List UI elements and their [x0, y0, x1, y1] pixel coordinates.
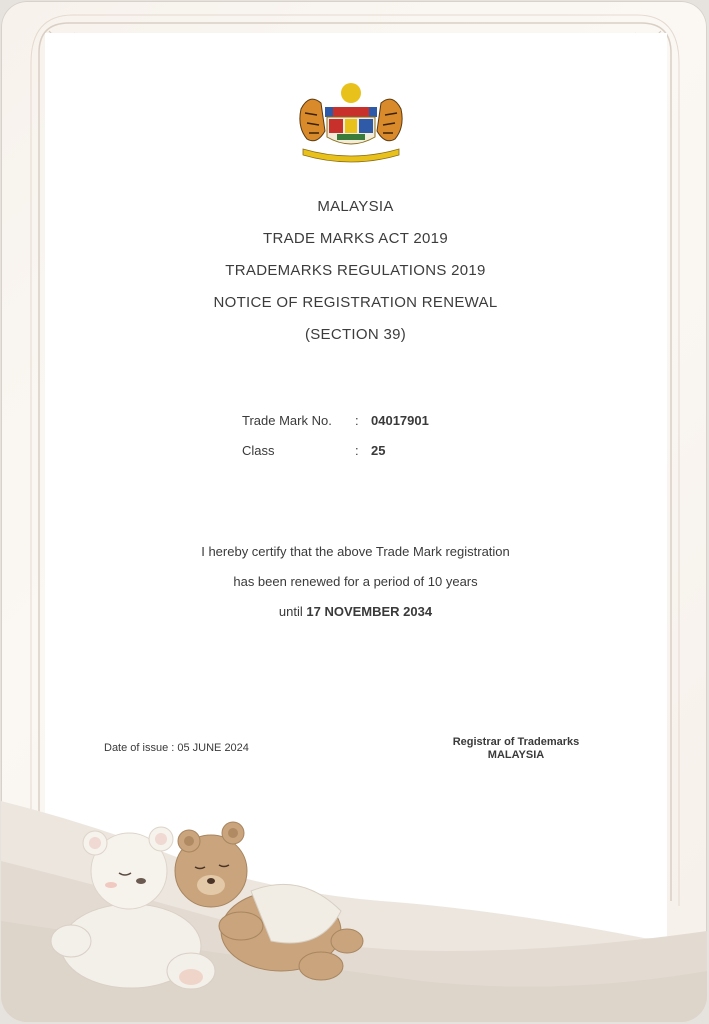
class-label: Class — [242, 443, 275, 458]
registrar-block — [431, 736, 601, 762]
trade-mark-number-row — [242, 406, 502, 436]
section-reference: (SECTION 39) — [304, 326, 407, 343]
sleeping-bears-illustration — [1, 781, 707, 1022]
certification-until — [1, 597, 707, 627]
trade-mark-label: Trade Mark No. — [242, 413, 332, 428]
coat-of-arms-emblem — [295, 79, 407, 165]
class-separator: : — [355, 443, 359, 458]
date-of-issue: Date of issue : 05 JUNE 2024 — [104, 742, 249, 754]
country-heading: MALAYSIA — [317, 198, 394, 215]
document-titles — [1, 191, 707, 351]
certification-line-1: I hereby certify that the above Trade Mark registration — [201, 544, 510, 559]
certification-line-2: has been renewed for a period of 10 years — [233, 574, 478, 589]
class-value: 25 — [371, 443, 386, 458]
regulations-heading: TRADEMARKS REGULATIONS 2019 — [225, 262, 486, 279]
trade-mark-details — [242, 406, 502, 466]
trade-mark-number: 04017901 — [371, 413, 429, 428]
class-row — [242, 436, 502, 466]
expiry-date: 17 NOVEMBER 2034 — [306, 604, 433, 619]
trade-mark-separator: : — [355, 413, 359, 428]
registrar-title: Registrar of Trademarks — [452, 736, 580, 748]
notice-title: NOTICE OF REGISTRATION RENEWAL — [213, 294, 498, 311]
registrar-country: MALAYSIA — [487, 749, 545, 761]
until-prefix: until — [278, 604, 303, 619]
certificate-page — [1, 1, 707, 1022]
certification-statement — [1, 537, 707, 627]
act-heading: TRADE MARKS ACT 2019 — [263, 230, 448, 247]
